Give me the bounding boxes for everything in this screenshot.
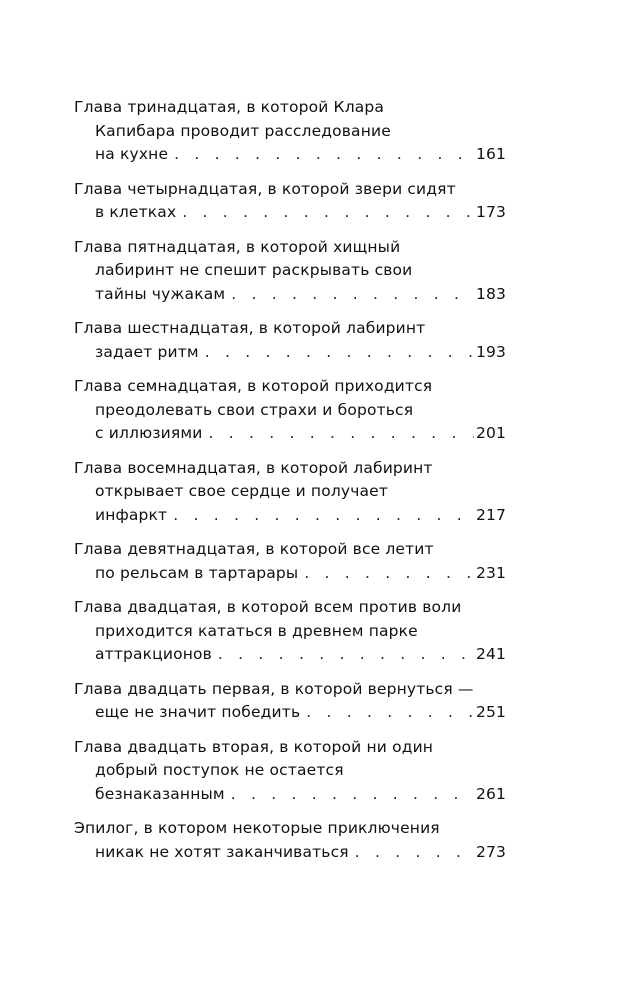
entry-title-line: лабиринт не спешит раскрывать свои xyxy=(95,261,413,279)
toc-entry[interactable] xyxy=(74,375,506,446)
entry-title-end: по рельсам в тартарары xyxy=(95,563,299,582)
page-number: 251 xyxy=(475,703,506,721)
entry-last-line xyxy=(74,841,506,865)
entry-last-line xyxy=(74,562,506,586)
toc-entry[interactable] xyxy=(74,736,506,807)
dot-leader xyxy=(174,143,474,167)
entry-title-end: в клетках xyxy=(95,203,177,221)
entry-last-line xyxy=(74,504,506,528)
entry-title-end: задает ритм xyxy=(95,342,199,361)
entry-title-end: аттракционов xyxy=(95,645,212,663)
dot-leader xyxy=(182,201,474,225)
entry-title-end: тайны чужакам xyxy=(95,284,226,303)
entry-title-line: Глава тринадцатая, в которой Клара xyxy=(74,98,385,116)
entry-title-end: никак не хотят заканчиваться xyxy=(95,842,349,861)
entry-title-line: Глава двадцать вторая, в которой ни один xyxy=(74,737,434,756)
dot-leader xyxy=(231,783,474,807)
entry-last-line xyxy=(74,422,506,446)
page-number: 273 xyxy=(475,842,506,861)
toc-entry[interactable] xyxy=(74,96,506,167)
entry-title-line: Эпилог, в котором некоторые приключения xyxy=(74,819,440,837)
entry-last-line xyxy=(74,643,506,667)
page-number: 161 xyxy=(475,145,506,163)
entry-last-line xyxy=(74,283,506,307)
table-of-contents xyxy=(74,96,506,875)
page-number: 217 xyxy=(475,505,506,524)
toc-entry[interactable] xyxy=(74,817,506,864)
toc-entry[interactable] xyxy=(74,236,506,307)
dot-leader xyxy=(218,643,474,667)
entry-title-line: добрый поступок не остается xyxy=(95,761,344,779)
dot-leader xyxy=(355,841,474,865)
entry-last-line xyxy=(74,701,506,725)
toc-entry[interactable] xyxy=(74,596,506,667)
dot-leader xyxy=(173,504,474,528)
entry-title-end: еще не значит победить xyxy=(95,703,301,721)
dot-leader xyxy=(304,562,474,586)
entry-title-end: инфаркт xyxy=(95,505,168,524)
entry-title-line: преодолевать свои страхи и бороться xyxy=(95,400,414,419)
entry-last-line xyxy=(74,341,506,365)
entry-title-line: Глава двадцатая, в которой всем против воли xyxy=(74,598,462,616)
page-number: 261 xyxy=(475,784,506,803)
entry-title-line: Капибара проводит расследование xyxy=(95,121,391,140)
entry-title-end: на кухне xyxy=(95,145,169,163)
entry-title-line: Глава четырнадцатая, в которой звери сидят xyxy=(74,179,456,198)
page-number: 201 xyxy=(475,424,506,442)
dot-leader xyxy=(205,341,474,365)
page-number: 241 xyxy=(475,645,506,663)
toc-entry[interactable] xyxy=(74,178,506,225)
dot-leader xyxy=(231,283,474,307)
toc-entry[interactable] xyxy=(74,678,506,725)
dot-leader xyxy=(208,422,474,446)
entry-title-line: Глава двадцать первая, в которой вернуться — xyxy=(74,679,474,698)
toc-entry[interactable] xyxy=(74,317,506,364)
entry-last-line xyxy=(74,143,506,167)
toc-entry[interactable] xyxy=(74,457,506,528)
toc-entry[interactable] xyxy=(74,538,506,585)
page-number: 183 xyxy=(475,284,506,303)
entry-title-line: Глава восемнадцатая, в которой лабиринт xyxy=(74,458,433,477)
dot-leader xyxy=(306,701,474,725)
entry-title-line: Глава шестнадцатая, в которой лабиринт xyxy=(74,319,426,337)
page-number: 231 xyxy=(475,563,506,582)
entry-title-line: открывает свое сердце и получает xyxy=(95,482,389,500)
page-number: 193 xyxy=(475,342,506,361)
entry-title-end: безнаказанным xyxy=(95,784,225,803)
entry-last-line xyxy=(74,783,506,807)
page-number: 173 xyxy=(475,203,506,221)
entry-title-line: приходится кататься в древнем парке xyxy=(95,621,418,640)
entry-title-end: с иллюзиями xyxy=(95,424,203,442)
entry-title-line: Глава пятнадцатая, в которой хищный xyxy=(74,237,401,256)
entry-title-line: Глава семнадцатая, в которой приходится xyxy=(74,377,433,395)
entry-title-line: Глава девятнадцатая, в которой все летит xyxy=(74,540,434,558)
entry-last-line xyxy=(74,201,506,225)
